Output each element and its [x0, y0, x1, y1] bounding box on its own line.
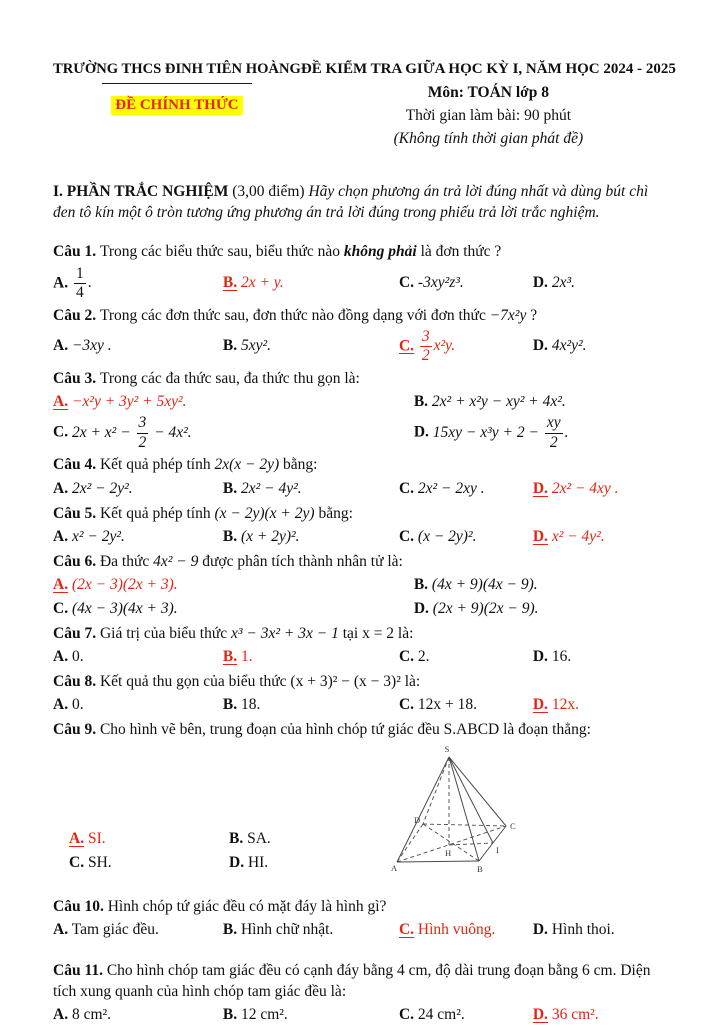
fraction: $\frac{1}{4}$ [75, 264, 84, 301]
option-letter: D. [532, 527, 548, 545]
vertex-label-i: I [496, 844, 499, 855]
option-value: x² − 2y². [71, 527, 125, 545]
question-8-option-D [533, 694, 673, 718]
option-value: Tam giác đều. [71, 920, 159, 938]
option-value: (2x − 3)(2x + 3). [71, 576, 178, 594]
option-letter: C. [398, 479, 415, 497]
question-3-option-A [53, 390, 414, 414]
option-value: (x + 2y)². [240, 527, 300, 545]
option-value: SA. [247, 830, 271, 848]
option-value: SH. [87, 853, 112, 871]
option-letter: C. [398, 647, 415, 665]
question-10-text: Câu 10. Hình chóp tứ giác đều có mặt đáy là hình gì? [53, 897, 387, 915]
option-letter: A. [53, 576, 69, 594]
fraction: $\frac{3}{2}$ [421, 327, 430, 364]
option-letter: A. [69, 830, 85, 848]
option-value: 12x + 18. [417, 696, 478, 714]
question-6-number: Câu 6. [53, 552, 100, 570]
question-10-options [53, 918, 673, 942]
subject-line: Môn: TOÁN lớp 8 [427, 83, 550, 101]
option-value: 2x² − 4xy . [551, 479, 619, 497]
option-letter: D. [532, 479, 548, 497]
question-7-option-B [223, 645, 399, 669]
question-4-options [53, 477, 673, 501]
question-10-option-A [53, 918, 223, 942]
option-letter: B. [413, 576, 429, 594]
option-letter: D. [532, 274, 548, 292]
option-value: 15xy − x³y + 2 − $\frac{xy}{2}$ . [432, 414, 569, 451]
header-left [53, 60, 301, 149]
question-5-option-A [53, 525, 223, 549]
question-2-option-B [223, 335, 399, 359]
question-8 [53, 672, 673, 717]
option-value: 8 cm². [71, 1005, 112, 1023]
option-letter: B. [222, 1005, 238, 1023]
question-5-option-D [533, 525, 673, 549]
question-7-option-D [533, 645, 673, 669]
option-value: 2x³. [551, 274, 575, 292]
option-letter: D. [413, 423, 429, 441]
option-letter: B. [229, 830, 244, 848]
question-10-option-D [533, 918, 673, 942]
option-letter: A. [53, 527, 69, 545]
option-letter: C. [398, 696, 415, 714]
question-7-option-C [399, 645, 533, 669]
option-letter: C. [398, 274, 415, 292]
question-1-option-A [53, 264, 223, 303]
section-points: (3,00 điểm) [228, 182, 309, 200]
exam-title: ĐỀ KIỂM TRA GIỮA HỌC KỲ I, NĂM HỌC 2024 - 2025 [300, 61, 676, 77]
question-5 [53, 504, 673, 549]
option-value: 36 cm². [551, 1005, 599, 1023]
question-4-option-A [53, 477, 223, 501]
question-1-option-B [223, 272, 399, 296]
question-10-number: Câu 10. [53, 897, 108, 915]
question-6-option-A [53, 574, 414, 598]
question-7-number: Câu 7. [53, 624, 100, 642]
option-value: x² − 4y². [551, 527, 605, 545]
question-7-options [53, 645, 673, 669]
question-11-text: Câu 11. Cho hình chóp tam giác đều có cạnh đáy bằng 4 cm, độ dài trung đoạn bằng 6 cm. Diện tích xung quanh của hình chóp tam giác đều là: [53, 962, 651, 1000]
option-letter: C. [53, 423, 69, 441]
school-underline [102, 83, 252, 84]
option-letter: D. [413, 599, 429, 617]
question-3-options [53, 390, 673, 452]
option-letter: C. [398, 337, 415, 355]
option-value: Hình vuông. [417, 920, 496, 938]
section-instructions: Hãy chọn phương án trả lời đúng nhất và dùng bút chì đen tô kín một ô tròn tương ứng phương án trả lời đúng trong phiếu trả lời trắc nghiệm. [53, 182, 649, 221]
question-9-text: Câu 9. Cho hình vẽ bên, trung đoạn của hình chóp tứ giác đều S.ABCD là đoạn thẳng: [53, 721, 591, 739]
question-6-option-C [53, 597, 414, 621]
question-3-option-B [414, 390, 673, 414]
question-1-option-C [399, 272, 533, 296]
option-letter: B. [222, 696, 238, 714]
option-value: 24 cm². [417, 1005, 465, 1023]
pyramid-figure [389, 744, 531, 880]
question-11-option-A [53, 1003, 223, 1027]
question-3-option-C [53, 414, 414, 453]
option-value: (4x − 3)(4x + 3). [71, 599, 178, 617]
option-letter: B. [222, 527, 238, 545]
exam-type-badge: ĐỀ CHÍNH THỨC [111, 96, 242, 116]
question-8-number: Câu 8. [53, 672, 100, 690]
option-letter: A. [53, 392, 69, 410]
question-8-options [53, 694, 673, 718]
question-4-option-B [223, 477, 399, 501]
question-5-text: Câu 5. Kết quả phép tính (x − 2y)(x + 2y) bằng: [53, 504, 353, 522]
option-letter: A. [53, 479, 69, 497]
question-4-text: Câu 4. Kết quả phép tính 2x(x − 2y) bằng: [53, 456, 318, 474]
question-2-option-C [399, 327, 533, 366]
option-letter: D. [532, 1005, 548, 1023]
option-letter: C. [69, 853, 85, 871]
question-11 [53, 961, 673, 1027]
option-value: 5xy². [240, 337, 271, 355]
vertex-label-s: S [444, 743, 450, 754]
option-letter: D. [532, 920, 548, 938]
vertex-label-a: A [391, 862, 398, 873]
header [53, 60, 676, 149]
option-letter: D. [532, 696, 548, 714]
fraction: $\frac{xy}{2}$ [546, 414, 561, 451]
question-9-option-B [229, 828, 379, 852]
option-value: 16. [551, 647, 572, 665]
question-9-option-C [69, 851, 229, 875]
option-value: (4x + 9)(4x − 9). [431, 576, 538, 594]
question-7-option-A [53, 645, 223, 669]
option-value: 2x² − 4y². [240, 479, 302, 497]
question-3 [53, 369, 673, 453]
question-8-option-B [223, 694, 399, 718]
question-9-option-A [69, 828, 229, 852]
question-1 [53, 242, 673, 302]
vertex-label-d: D [414, 814, 421, 825]
question-6 [53, 552, 673, 621]
questions-list [53, 242, 673, 1026]
vertex-label-h: H [445, 847, 452, 858]
question-2-text: Câu 2. Trong các đơn thức sau, đơn thức nào đồng dạng với đơn thức −7x²y ? [53, 306, 538, 324]
question-2-option-D [533, 335, 673, 359]
question-7-text: Câu 7. Giá trị của biểu thức x³ − 3x² + 3x − 1 tại x = 2 là: [53, 624, 414, 642]
option-letter: A. [53, 1005, 69, 1023]
question-9 [53, 720, 673, 894]
option-letter: D. [229, 853, 245, 871]
option-letter: B. [222, 337, 238, 355]
question-5-options [53, 525, 673, 549]
question-9-number: Câu 9. [53, 721, 100, 739]
option-letter: D. [532, 647, 548, 665]
question-4-option-C [399, 477, 533, 501]
question-1-option-D [533, 272, 673, 296]
option-letter: A. [53, 337, 69, 355]
question-11-options [53, 1003, 673, 1027]
option-letter: A. [53, 920, 69, 938]
question-5-option-B [223, 525, 399, 549]
option-value: 0. [71, 647, 84, 665]
question-11-option-C [399, 1003, 533, 1027]
question-11-number: Câu 11. [53, 962, 107, 980]
option-value: 4x²y². [551, 337, 587, 355]
option-value: 12x. [551, 696, 579, 714]
question-8-option-C [399, 694, 533, 718]
question-2-options [53, 327, 673, 366]
header-right [301, 60, 676, 149]
question-1-options [53, 264, 673, 303]
pyramid-svg [389, 744, 531, 880]
option-letter: B. [222, 479, 238, 497]
option-value: 2x + x² − $\frac{3}{2}$ − 4x². [71, 414, 192, 451]
option-letter: A. [53, 273, 69, 291]
option-letter: B. [222, 647, 238, 665]
option-letter: C. [398, 1005, 415, 1023]
school-name: TRƯỜNG THCS ĐINH TIÊN HOÀNG [53, 61, 301, 77]
option-value: 2x² − 2xy . [417, 479, 485, 497]
option-value: HI. [247, 853, 269, 871]
section-intro [53, 182, 673, 224]
option-letter: B. [222, 274, 238, 292]
question-3-number: Câu 3. [53, 369, 100, 387]
note-line: (Không tính thời gian phát đề) [393, 129, 584, 147]
question-11-option-D [533, 1003, 673, 1027]
question-5-option-C [399, 525, 533, 549]
option-value: SI. [87, 830, 106, 848]
option-letter: A. [53, 647, 69, 665]
question-6-text: Câu 6. Đa thức 4x² − 9 được phân tích thành nhân tử là: [53, 552, 403, 570]
fraction: $\frac{3}{2}$ [138, 414, 147, 451]
question-11-option-B [223, 1003, 399, 1027]
vertex-label-b: B [477, 863, 483, 874]
question-6-options [53, 574, 673, 621]
option-value: −3xy . [71, 337, 112, 355]
option-value: 2x² + x²y − xy² + 4x². [431, 392, 566, 410]
question-1-text: Câu 1. Trong các biểu thức sau, biểu thức nào không phải là đơn thức ? [53, 243, 502, 261]
option-letter: B. [222, 920, 238, 938]
question-9-option-D [229, 851, 379, 875]
question-4-number: Câu 4. [53, 456, 100, 474]
duration-line: Thời gian làm bài: 90 phút [405, 106, 572, 124]
section-heading: I. PHẦN TRẮC NGHIỆM [53, 182, 229, 200]
option-value: $\frac{3}{2}$ x²y. [421, 327, 456, 364]
option-letter: D. [532, 337, 548, 355]
option-value: 2x² − 2y². [71, 479, 133, 497]
option-letter: C. [53, 599, 69, 617]
option-value: 12 cm². [240, 1005, 288, 1023]
option-letter: C. [398, 920, 415, 938]
question-6-option-D [414, 597, 673, 621]
question-10 [53, 897, 673, 942]
option-value: 1. [240, 647, 253, 665]
option-value: Hình chữ nhật. [240, 920, 334, 938]
question-8-text: Câu 8. Kết quả thu gọn của biểu thức (x + 3)² − (x − 3)² là: [53, 672, 421, 690]
option-letter: C. [398, 527, 415, 545]
question-8-option-A [53, 694, 223, 718]
option-value: Hình thoi. [551, 920, 615, 938]
option-value: (x − 2y)². [417, 527, 477, 545]
question-2-option-A [53, 335, 223, 359]
question-5-number: Câu 5. [53, 504, 100, 522]
option-value: 2x + y. [240, 274, 284, 292]
question-4-option-D [533, 477, 673, 501]
question-1-number: Câu 1. [53, 243, 100, 261]
question-2 [53, 306, 673, 366]
option-value: 2. [417, 647, 430, 665]
question-7 [53, 624, 673, 669]
vertex-label-c: C [510, 820, 516, 831]
option-value: (2x + 9)(2x − 9). [432, 599, 539, 617]
question-3-option-D [414, 414, 673, 453]
question-2-number: Câu 2. [53, 306, 100, 324]
option-value: $\frac{1}{4}$ . [75, 264, 92, 301]
option-value: -3xy²z³. [417, 274, 464, 292]
option-letter: A. [53, 696, 69, 714]
question-9-options [53, 828, 399, 875]
question-10-option-C [399, 918, 533, 942]
option-value: 0. [71, 696, 84, 714]
question-10-option-B [223, 918, 399, 942]
question-9-figure-row [53, 742, 673, 894]
option-letter: B. [413, 392, 429, 410]
question-6-option-B [414, 574, 673, 598]
option-value: 18. [240, 696, 261, 714]
question-4 [53, 455, 673, 500]
option-value: −x²y + 3y² + 5xy². [71, 392, 187, 410]
question-3-text: Câu 3. Trong các đa thức sau, đa thức thu gọn là: [53, 369, 360, 387]
